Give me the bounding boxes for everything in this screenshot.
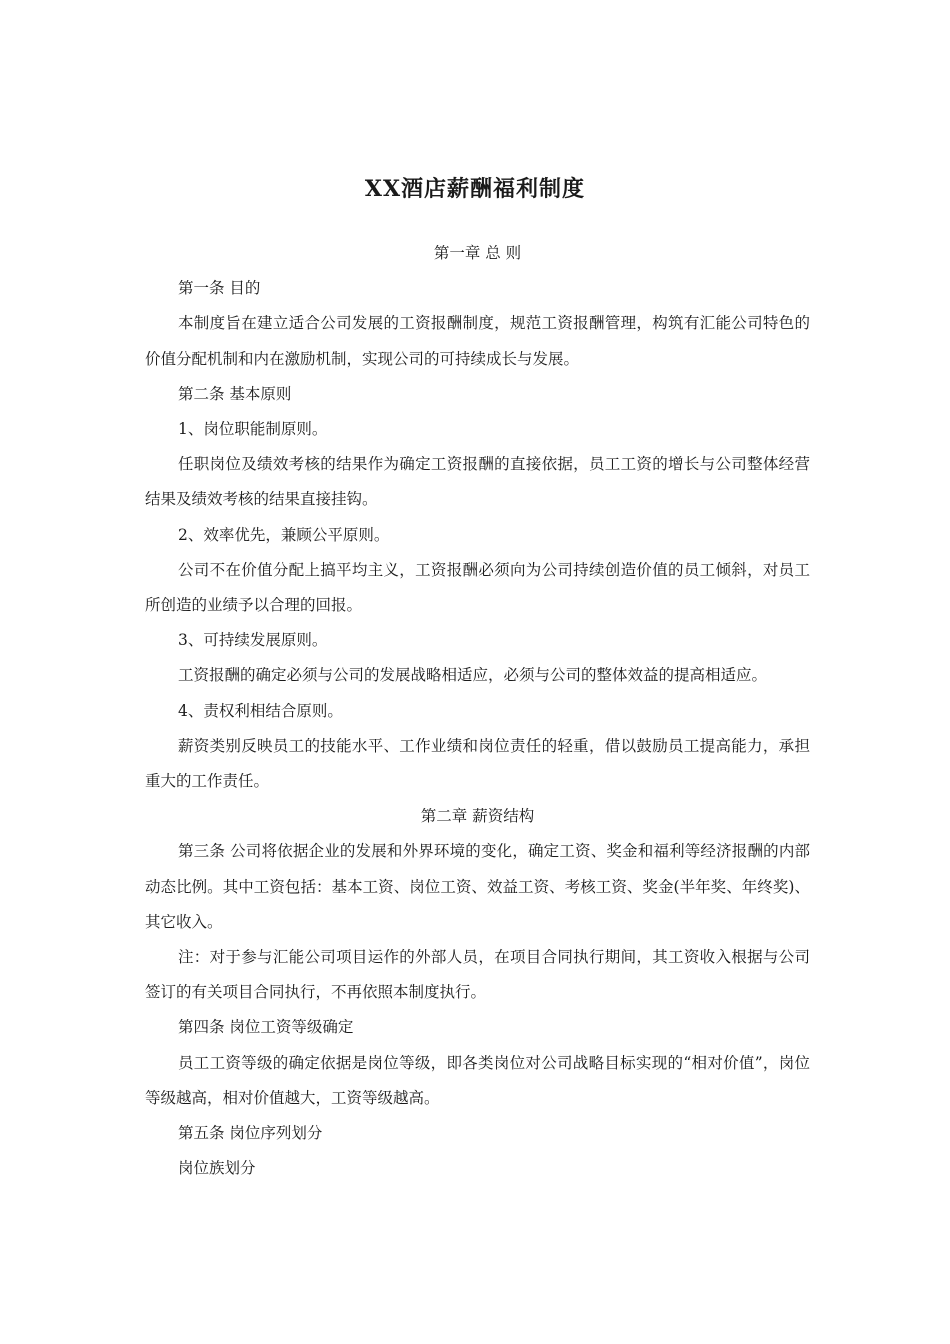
chapter-heading-2: 第二章 薪资结构 (420, 807, 535, 826)
principle-item-2: 2、效率优先，兼顾公平原则。 (178, 525, 390, 544)
chapter-heading-1: 第一章 总 则 (433, 244, 522, 262)
principle-item-3: 3、可持续发展原则。 (178, 631, 328, 650)
subheading: 岗位族划分 (178, 1159, 256, 1178)
document-body (145, 236, 810, 1186)
article-heading-2: 第二条 基本原则 (178, 384, 292, 403)
principle-item-4: 4、责权利相结合原则。 (178, 701, 343, 720)
article-heading-5: 第五条 岗位序列划分 (178, 1124, 323, 1143)
paragraph: 工资报酬的确定必须与公司的发展战略相适应，必须与公司的整体效益的提高相适应。 (178, 666, 768, 685)
article-heading-4: 第四条 岗位工资等级确定 (178, 1018, 354, 1037)
document-title: XX酒店薪酬福利制度 (364, 176, 586, 202)
paragraph: 员工工资等级的确定依据是岗位等级，即各类岗位对公司战略目标实现的“相对价值”，岗位等级越高，相对价值越大，工资等级越高。 (145, 1053, 810, 1107)
paragraph: 薪资类别反映员工的技能水平、工作业绩和岗位责任的轻重，借以鼓励员工提高能力，承担重大的工作责任。 (145, 736, 810, 791)
article-heading-1: 第一条 目的 (178, 279, 261, 298)
article-3-paragraph: 第三条 公司将依据企业的发展和外界环境的变化，确定工资、奖金和福利等经济报酬的内部动态比例。其中工资包括：基本工资、岗位工资、效益工资、考核工资、奖金(半年奖、年终奖)、其它收入。 (145, 842, 810, 931)
principle-item-1: 1、岗位职能制原则。 (178, 420, 328, 439)
paragraph: 公司不在价值分配上搞平均主义，工资报酬必须向为公司持续创造价值的员工倾斜，对员工所创造的业绩予以合理的回报。 (145, 560, 810, 615)
paragraph: 任职岗位及绩效考核的结果作为确定工资报酬的直接依据，员工工资的增长与公司整体经营结果及绩效考核的结果直接挂钩。 (145, 455, 810, 509)
paragraph: 本制度旨在建立适合公司发展的工资报酬制度，规范工资报酬管理，构筑有汇能公司特色的价值分配机制和内在激励机制，实现公司的可持续成长与发展。 (145, 314, 810, 368)
note-paragraph: 注：对于参与汇能公司项目运作的外部人员，在项目合同执行期间，其工资收入根据与公司签订的有关项目合同执行，不再依照本制度执行。 (145, 948, 810, 1002)
